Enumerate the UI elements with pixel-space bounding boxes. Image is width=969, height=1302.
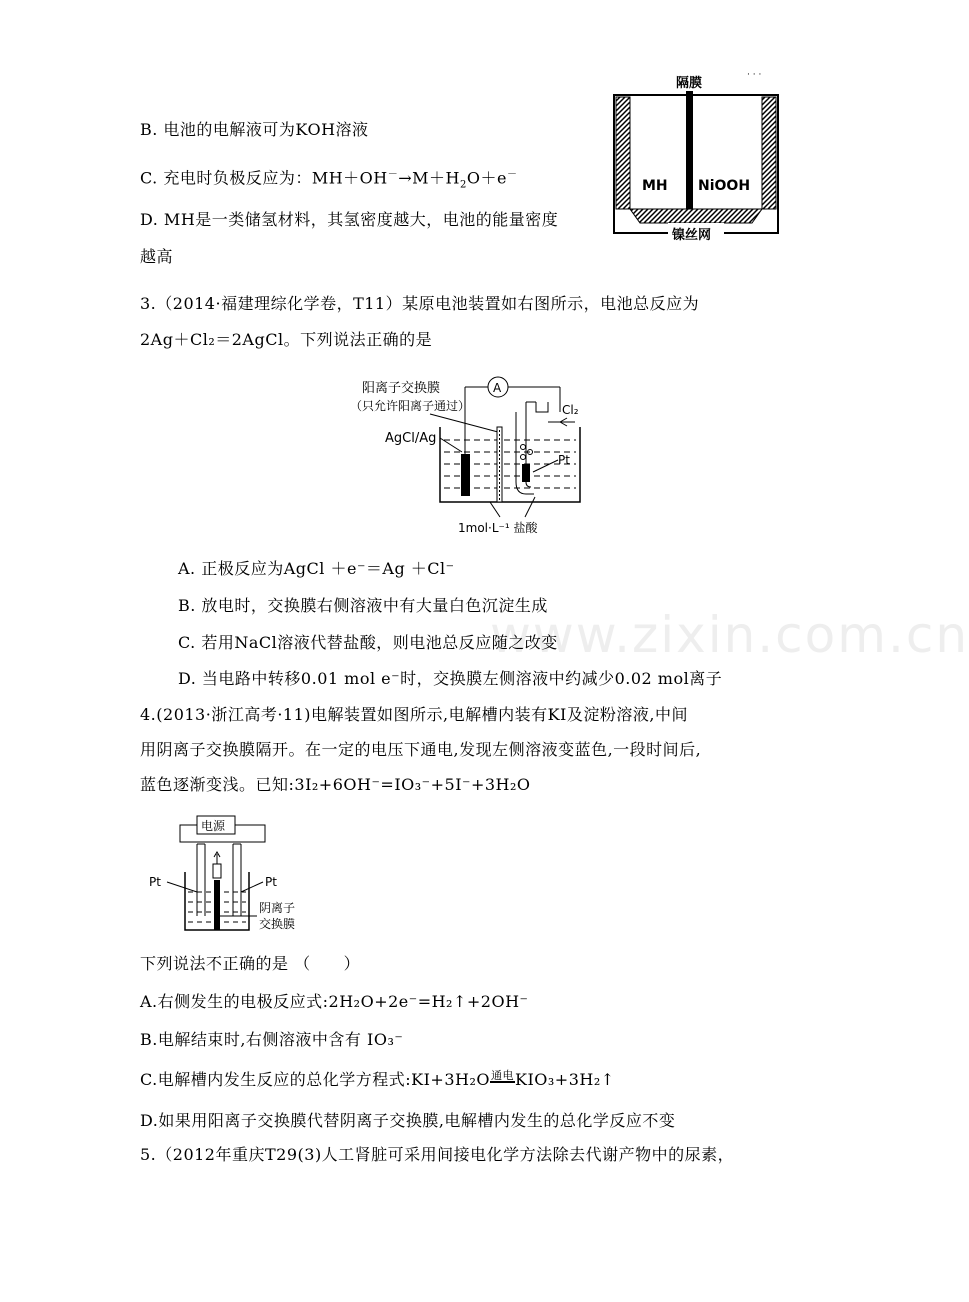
q4-option-d: D.如果用阳离子交换膜代替阴离子交换膜,电解槽内发生的总化学反应不变 [140,1111,676,1130]
galvanic-cell-diagram [330,372,600,542]
q3-option-b: B. 放电时，交换膜右侧溶液中有大量白色沉淀生成 [178,596,548,615]
q2-option-c: C. 充电时负极反应为：$MH+OH^-\to M+H_2O+e^-$ [140,168,518,191]
power-label: 电源 [201,819,226,833]
pt-left-label: Pt [149,875,161,889]
electrolysis-diagram [145,812,310,942]
q4-option-c: C.电解槽内发生反应的总化学方程式:KI+3H₂O通电KIO₃+3H₂↑ [140,1069,615,1089]
electrolysis-condition: 通电 [491,1069,514,1082]
q4-option-b: B.电解结束时,右侧溶液中含有 IO₃⁻ [140,1030,404,1049]
q2-option-d-line1: D. MH是一类储氢材料，其氢密度越大，电池的能量密度 [140,210,559,229]
q3-stem-line2: 2Ag＋Cl₂＝2AgCl。下列说法正确的是 [140,330,433,349]
anion-membrane-label-2: 交换膜 [259,917,296,931]
q3-option-d: D. 当电路中转移0.01 mol e⁻时，交换膜左侧溶液中约减少0.02 mol离子 [178,669,723,688]
svg-text:· · ·: · · · [747,70,762,80]
pt-label: Pt [558,453,570,467]
electrode-left-label: AgCl/Ag [385,431,437,446]
anion-membrane-label-1: 阴离子 [259,901,296,915]
q4-stem-line3: 蓝色逐渐变浅。已知:3I₂+6OH⁻=IO₃⁻+5I⁻+3H₂O [140,775,531,794]
q5-stem-line1: 5.（2012年重庆T29(3)人工肾脏可采用间接电化学方法除去代谢产物中的尿素， [140,1145,735,1164]
solution-label: 1mol·L⁻¹ 盐酸 [458,521,538,535]
q4-stem-line2: 用阴离子交换膜隔开。在一定的电压下通电,发现左侧溶液变蓝色,一段时间后, [140,740,702,759]
watermark: www.zixin.com.cn [490,606,969,664]
battery-right-label: NiOOH [698,178,751,194]
q2-option-d-line2: 越高 [140,247,174,266]
ammeter-label: A [493,381,502,395]
q3-option-a: A. 正极反应为AgCl ＋e⁻＝Ag ＋Cl⁻ [178,559,455,578]
q4-stem-line1: 4.(2013·浙江高考·11)电解装置如图所示,电解槽内装有KI及淀粉溶液,中间 [140,705,688,724]
q3-option-c: C. 若用NaCl溶液代替盐酸，则电池总反应随之改变 [178,633,558,652]
battery-bottom-label: 镍丝网 [672,228,712,243]
q4-question: 下列说法不正确的是 （ ） [140,954,361,973]
battery-diagram [612,65,782,245]
q2-option-b: B. 电池的电解液可为KOH溶液 [140,120,369,139]
cation-membrane-note: （只允许阳离子通过） [350,399,471,413]
q3-stem-line1: 3.（2014·福建理综化学卷，T11）某原电池装置如右图所示，电池总反应为 [140,294,700,313]
pt-right-label: Pt [265,875,277,889]
q4-option-a: A.右侧发生的电极反应式:2H₂O+2e⁻=H₂↑+2OH⁻ [140,992,529,1011]
battery-left-label: MH [642,178,668,194]
battery-top-label: 隔膜 [676,76,703,91]
chlorine-label: Cl₂ [562,403,579,417]
cation-membrane-label: 阳离子交换膜 [362,381,441,396]
